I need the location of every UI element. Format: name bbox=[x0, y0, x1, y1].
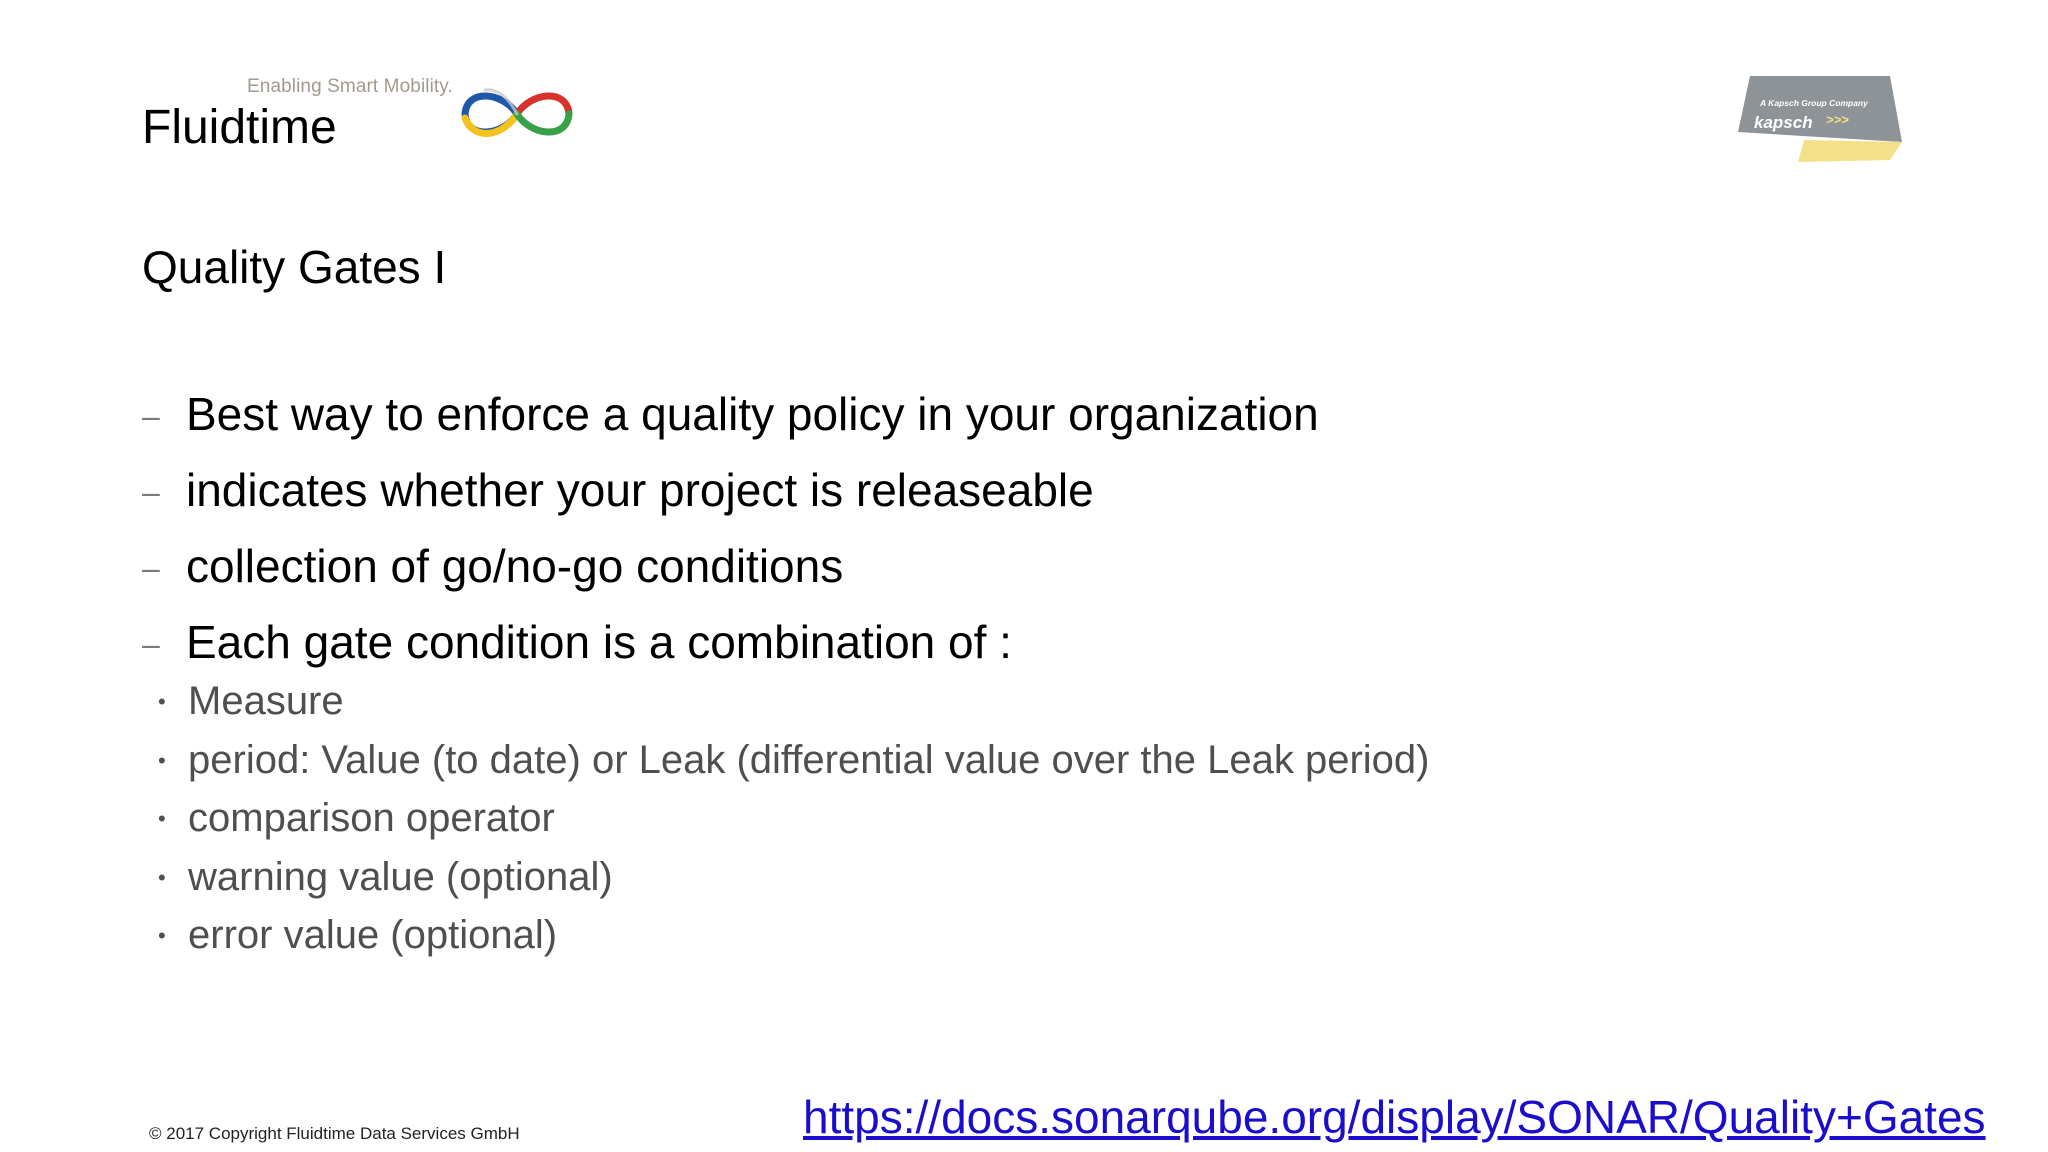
sub-bullet-text: warning value (optional) bbox=[188, 854, 613, 899]
list-item bbox=[158, 848, 1429, 907]
kapsch-logo bbox=[1738, 76, 1910, 162]
bullet-text: Best way to enforce a quality policy in your organization bbox=[186, 388, 1319, 440]
dash-marker: – bbox=[142, 474, 160, 510]
dash-marker: – bbox=[142, 626, 160, 662]
dot-marker: • bbox=[158, 923, 166, 948]
bullet-text: Each gate condition is a combination of : bbox=[186, 616, 1012, 668]
dot-marker: • bbox=[158, 806, 166, 831]
copyright-notice: © 2017 Copyright Fluidtime Data Services GmbH bbox=[149, 1124, 520, 1143]
sub-bullet-text: period: Value (to date) or Leak (differential value over the Leak period) bbox=[188, 737, 1430, 782]
list-item bbox=[158, 906, 1429, 965]
sub-bullet-text: Measure bbox=[188, 679, 344, 723]
sub-bullet-text: error value (optional) bbox=[188, 913, 558, 957]
list-item bbox=[142, 380, 1319, 456]
sonarqube-docs-link[interactable]: https://docs.sonarqube.org/display/SONAR/Quality+Gates bbox=[803, 1091, 1986, 1143]
bullet-text: indicates whether your project is releaseable bbox=[186, 464, 1094, 516]
dash-marker: – bbox=[142, 550, 160, 586]
sub-bullet-text: comparison operator bbox=[188, 796, 555, 840]
list-item bbox=[158, 672, 1429, 731]
kapsch-arrows: >>> bbox=[1826, 112, 1849, 127]
page-title: Quality Gates I bbox=[142, 241, 447, 293]
kapsch-tagline: A Kapsch Group Company bbox=[1760, 98, 1868, 108]
list-item bbox=[158, 789, 1429, 848]
list-item bbox=[142, 456, 1319, 532]
dash-marker: – bbox=[142, 398, 160, 434]
dot-marker: • bbox=[158, 747, 166, 773]
list-item bbox=[142, 532, 1319, 608]
kapsch-name: kapsch bbox=[1754, 113, 1813, 132]
tagline: Enabling Smart Mobility. bbox=[247, 76, 453, 97]
sub-bullet-list bbox=[158, 672, 1429, 965]
bullet-list bbox=[142, 380, 1319, 684]
dot-marker: • bbox=[158, 864, 166, 890]
list-item bbox=[158, 731, 1429, 790]
brand-name: Fluidtime bbox=[142, 101, 337, 154]
bullet-text: collection of go/no-go conditions bbox=[186, 540, 844, 592]
dot-marker: • bbox=[158, 689, 166, 714]
infinity-loop-icon bbox=[455, 78, 580, 150]
